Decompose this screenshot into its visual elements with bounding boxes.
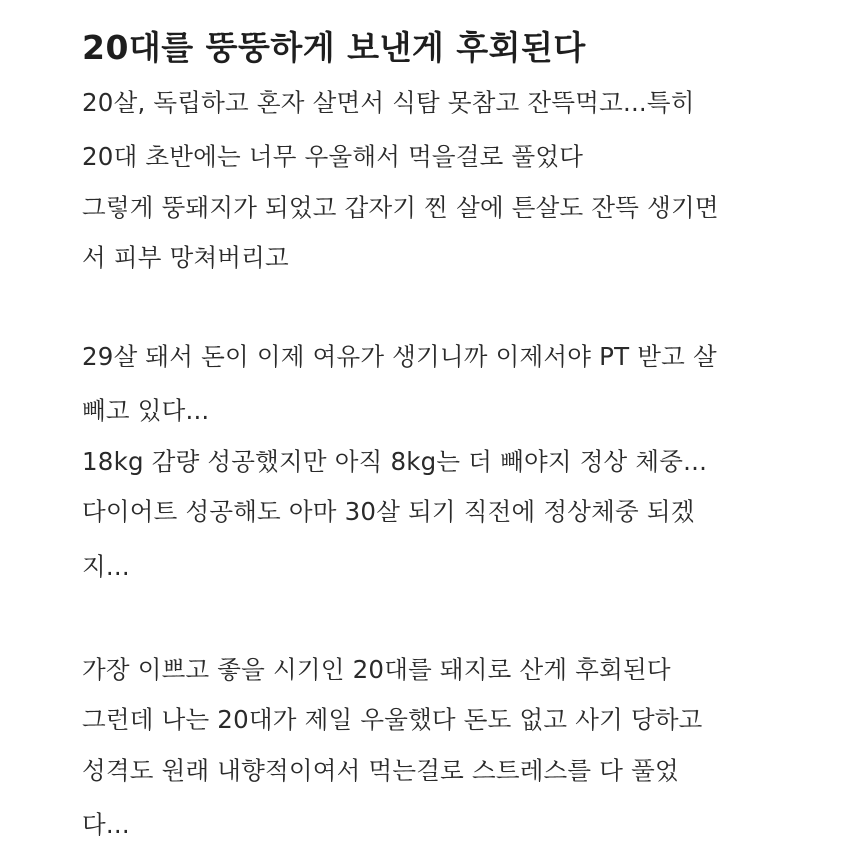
post-text-line: 빼고 있다... — [82, 396, 210, 425]
post-text-line: 그런데 나는 20대가 제일 우울했다 돈도 없고 사기 당하고 — [82, 705, 703, 734]
post-text-line: 29살 돼서 돈이 이제 여유가 생기니까 이제서야 PT 받고 살 — [82, 342, 717, 371]
post-text-line: 성격도 원래 내향적이여서 먹는걸로 스트레스를 다 풀었 — [82, 756, 679, 785]
post-text-line: 다... — [82, 810, 130, 839]
post-text-line: 20살, 독립하고 혼자 살면서 식탐 못참고 잔뜩먹고...특히 — [82, 88, 695, 117]
post-text-line: 다이어트 성공해도 아마 30살 되기 직전에 정상체중 되겠 — [82, 497, 695, 526]
post-text-line: 지... — [82, 552, 130, 581]
post-text-line: 가장 이쁘고 좋을 시기인 20대를 돼지로 산게 후회된다 — [82, 655, 671, 684]
post-text-line: 서 피부 망쳐버리고 — [82, 243, 289, 272]
post-title: 20대를 뚱뚱하게 보낸게 후회된다 — [82, 28, 586, 67]
post-text-line: 18kg 감량 성공했지만 아직 8kg는 더 빼야지 정상 체중... — [82, 447, 708, 476]
post-text-line: 20대 초반에는 너무 우울해서 먹을걸로 풀었다 — [82, 142, 584, 171]
post-text-line: 그렇게 뚱돼지가 되었고 갑자기 찐 살에 튼살도 잔뜩 생기면 — [82, 193, 719, 222]
